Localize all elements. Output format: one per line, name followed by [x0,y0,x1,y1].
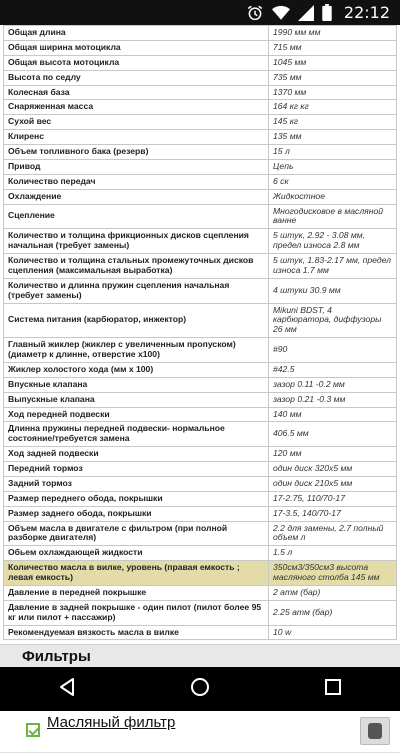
spec-row [4,100,397,115]
spec-row [4,600,397,625]
spec-row [4,506,397,521]
spec-row [4,159,397,174]
spec-value: зазор 0.21 -0.3 мм [269,392,397,407]
spec-value: 1045 мм [269,55,397,70]
spec-row [4,130,397,145]
spec-row [4,561,397,586]
product-thumbnail[interactable] [360,717,390,745]
spec-label: Размер заднего обода, покрышки [4,506,269,521]
spec-label: Охлаждение [4,189,269,204]
spec-row [4,447,397,462]
spec-label: Система питания (карбюратор, инжектор) [4,303,269,338]
spec-row [4,229,397,254]
spec-value: 120 мм [269,447,397,462]
spec-label: Привод [4,159,269,174]
spec-row [4,338,397,363]
spec-value: 1370 мм [269,85,397,100]
spec-label: Количество масла в вилке, уровень (правая емкость ; левая емкость) [4,561,269,586]
spec-row [4,392,397,407]
spec-value: 17-2.75, 110/70-17 [269,491,397,506]
spec-row [4,585,397,600]
wifi-icon [272,5,290,21]
spec-value: 15 л [269,145,397,160]
spec-label: Общая длина [4,26,269,41]
spec-value: один диск 210x5 мм [269,476,397,491]
spec-value: 1.5 л [269,546,397,561]
spec-row [4,422,397,447]
product-item[interactable] [0,711,400,753]
spec-row [4,546,397,561]
spec-label: Выпускные клапана [4,392,269,407]
spec-value: 2 атм (бар) [269,585,397,600]
spec-label: Рекомендуемая вязкость масла в вилке [4,625,269,640]
back-button[interactable] [37,667,97,711]
spec-row [4,362,397,377]
signal-icon [298,5,314,21]
page-content[interactable] [0,25,400,732]
spec-row [4,26,397,41]
spec-value: 6 ск [269,174,397,189]
spec-row [4,115,397,130]
spec-value: 5 штук, 1.83-2.17 мм, предел износа 1.7 мм [269,254,397,279]
spec-row [4,40,397,55]
spec-value: 5 штук, 2.92 - 3.08 мм, предел износа 2.8 мм [269,229,397,254]
status-time: 22:12 [343,3,390,22]
spec-label: Высота по седлу [4,70,269,85]
spec-value: 145 кг [269,115,397,130]
spec-label: Количество и толщина стальных промежуточных дисков сцепления (максимальная выработка) [4,254,269,279]
spec-row [4,625,397,640]
spec-value: один диск 320x5 мм [269,462,397,477]
spec-label: Сцепление [4,204,269,229]
spec-value: 2.25 атм (бар) [269,600,397,625]
recents-square-icon [324,678,342,701]
spec-row [4,145,397,160]
spec-label: Колесная база [4,85,269,100]
spec-value: 4 штуки 30.9 мм [269,278,397,303]
home-button[interactable] [170,667,230,711]
spec-label: Впускные клапана [4,377,269,392]
spec-value: 2.2 для замены, 2.7 полный объем л [269,521,397,546]
spec-value: 1990 мм мм [269,26,397,41]
spec-label: Клиренс [4,130,269,145]
spec-row [4,174,397,189]
spec-row [4,476,397,491]
spec-label: Общая высота мотоцикла [4,55,269,70]
checkbox-checked-icon[interactable] [26,723,40,737]
spec-label: Ход передней подвески [4,407,269,422]
spec-label: Давление в передней покрышке [4,585,269,600]
spec-label: Главный жиклер (жиклер с увеличенным пропуском) (диаметр к длинне, отверстие х100) [4,338,269,363]
spec-label: Размер переднего обода, покрышки [4,491,269,506]
spec-value: Жидкостное [269,189,397,204]
spec-row [4,303,397,338]
spec-row [4,55,397,70]
spec-row [4,70,397,85]
spec-value: #42.5 [269,362,397,377]
spec-value: 140 мм [269,407,397,422]
status-bar [0,0,400,25]
spec-value: 715 мм [269,40,397,55]
spec-label: Обьем охлаждающей жидкости [4,546,269,561]
spec-label: Длинна пружины передней подвески- нормальное состояние/требуется замена [4,422,269,447]
spec-label: Ход задней подвески [4,447,269,462]
spec-label: Количество и толщина фрикционных дисков сцепления начальная (требует замены) [4,229,269,254]
spec-label: Жиклер холостого хода (мм х 100) [4,362,269,377]
spec-label: Задний тормоз [4,476,269,491]
spec-value: зазор 0.11 -0.2 мм [269,377,397,392]
spec-label: Давление в задней покрышке - один пилот (пилот более 95 кг или пилот + пассажир) [4,600,269,625]
spec-row [4,491,397,506]
spec-label: Объем масла в двигателе с фильтром (при полной разборке двигателя) [4,521,269,546]
home-circle-icon [190,677,210,702]
spec-row [4,462,397,477]
back-triangle-icon [57,677,77,702]
recents-button[interactable] [303,667,363,711]
spec-label: Передний тормоз [4,462,269,477]
spec-row [4,204,397,229]
spec-value: 164 кг кг [269,100,397,115]
spec-value: Цепь [269,159,397,174]
filters-section-title: Фильтры [0,644,400,669]
spec-value: 10 w [269,625,397,640]
spec-label: Снаряженная масса [4,100,269,115]
spec-row [4,377,397,392]
spec-row [4,278,397,303]
android-nav-bar [0,667,400,711]
spec-row [4,189,397,204]
spec-row [4,407,397,422]
spec-row [4,85,397,100]
spec-value: 135 мм [269,130,397,145]
spec-row [4,254,397,279]
spec-label: Объем топливного бака (резерв) [4,145,269,160]
battery-icon [322,4,332,21]
spec-value: 406.5 мм [269,422,397,447]
product-name-link[interactable]: Масляный фильтр [47,714,176,732]
spec-value: 17-3.5, 140/70-17 [269,506,397,521]
spec-value: Mikuni BDST, 4 карбюратора, диффузоры 26 мм [269,303,397,338]
spec-value: #90 [269,338,397,363]
spec-row [4,521,397,546]
alarm-icon [246,4,264,22]
spec-value: Многодисковое в масляной ванне [269,204,397,229]
spec-table [3,25,397,640]
spec-value: 735 мм [269,70,397,85]
spec-label: Количество передач [4,174,269,189]
spec-label: Общая ширина мотоцикла [4,40,269,55]
spec-value: 350см3/350см3 высота масляного столба 145 мм [269,561,397,586]
spec-label: Количество и длинна пружин сцепления начальная (требует замены) [4,278,269,303]
spec-label: Сухой вес [4,115,269,130]
